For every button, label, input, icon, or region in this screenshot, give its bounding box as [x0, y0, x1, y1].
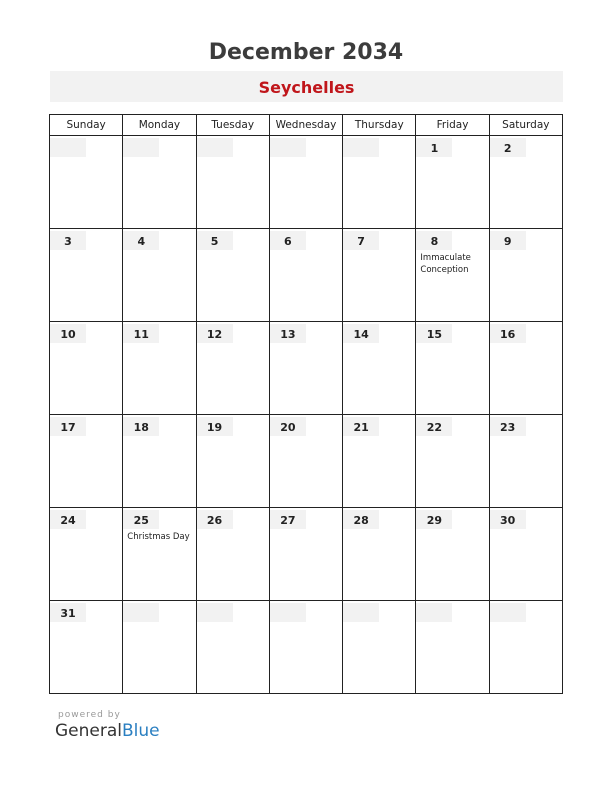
holiday-label: Immaculate Conception [420, 253, 471, 275]
day-cell [343, 601, 416, 694]
day-number: 2 [490, 138, 526, 157]
page-title: December 2034 [208, 40, 404, 65]
day-cell [489, 415, 562, 508]
day-number: 11 [123, 324, 159, 343]
day-number: 4 [123, 231, 159, 250]
day-cell [50, 601, 123, 694]
day-cell [416, 508, 489, 601]
day-cell [489, 322, 562, 415]
day-number: 23 [490, 417, 526, 436]
day-number: 9 [490, 231, 526, 250]
day-number: 31 [50, 603, 86, 622]
country-banner [50, 71, 563, 102]
day-number: 15 [416, 324, 452, 343]
day-cell [123, 136, 196, 229]
day-cell [489, 601, 562, 694]
weekday-header: Monday [123, 115, 196, 136]
day-number [270, 603, 306, 622]
day-number: 14 [343, 324, 379, 343]
country-name: Seychelles [258, 78, 355, 97]
weekday-header: Saturday [489, 115, 562, 136]
day-number [123, 603, 159, 622]
day-cell [343, 322, 416, 415]
day-number: 10 [50, 324, 86, 343]
day-number [270, 138, 306, 157]
day-number: 12 [197, 324, 233, 343]
day-cell [196, 229, 269, 322]
day-cell [50, 415, 123, 508]
day-cell [50, 322, 123, 415]
day-number: 30 [490, 510, 526, 529]
day-cell [269, 601, 342, 694]
day-cell [269, 322, 342, 415]
day-number: 7 [343, 231, 379, 250]
day-number: 16 [490, 324, 526, 343]
week-row [50, 136, 563, 229]
day-number: 18 [123, 417, 159, 436]
day-number: 27 [270, 510, 306, 529]
weekday-header: Tuesday [196, 115, 269, 136]
day-number: 6 [270, 231, 306, 250]
day-cell [269, 508, 342, 601]
weekday-header-row [50, 115, 563, 136]
day-cell [196, 322, 269, 415]
day-cell [50, 229, 123, 322]
calendar-body [50, 136, 563, 694]
day-number [50, 138, 86, 157]
week-row [50, 322, 563, 415]
week-row [50, 601, 563, 694]
weekday-header: Sunday [50, 115, 123, 136]
day-number: 8 [416, 231, 452, 250]
day-cell [269, 229, 342, 322]
day-number: 13 [270, 324, 306, 343]
day-number: 3 [50, 231, 86, 250]
day-cell [416, 322, 489, 415]
day-number: 22 [416, 417, 452, 436]
holiday-label: Christmas Day [127, 532, 190, 542]
day-cell [196, 601, 269, 694]
day-number: 26 [197, 510, 233, 529]
day-cell [196, 415, 269, 508]
day-cell [343, 415, 416, 508]
day-cell [489, 136, 562, 229]
day-number [416, 603, 452, 622]
day-cell [196, 508, 269, 601]
day-cell [123, 322, 196, 415]
day-number: 17 [50, 417, 86, 436]
day-cell [343, 508, 416, 601]
day-number: 5 [197, 231, 233, 250]
day-number [123, 138, 159, 157]
day-number [197, 138, 233, 157]
day-cell [123, 415, 196, 508]
day-number: 1 [416, 138, 452, 157]
day-cell [50, 508, 123, 601]
day-cell [343, 229, 416, 322]
day-cell [123, 601, 196, 694]
day-cell [343, 136, 416, 229]
weekday-header: Friday [416, 115, 489, 136]
day-number [490, 603, 526, 622]
day-number: 24 [50, 510, 86, 529]
day-number: 21 [343, 417, 379, 436]
day-number: 19 [197, 417, 233, 436]
weekday-header: Wednesday [269, 115, 342, 136]
day-number: 29 [416, 510, 452, 529]
day-cell [269, 136, 342, 229]
week-row [50, 229, 563, 322]
day-cell [196, 136, 269, 229]
day-number [197, 603, 233, 622]
week-row [50, 415, 563, 508]
day-number [343, 138, 379, 157]
day-cell [123, 229, 196, 322]
day-cell [416, 136, 489, 229]
day-cell [416, 229, 489, 322]
day-cell [123, 508, 196, 601]
day-number: 20 [270, 417, 306, 436]
day-number: 25 [123, 510, 159, 529]
week-row [50, 508, 563, 601]
brand-name-general: General [55, 721, 122, 741]
day-cell [416, 601, 489, 694]
day-cell [50, 136, 123, 229]
brand-logo [55, 721, 160, 741]
weekday-header: Thursday [343, 115, 416, 136]
day-cell [489, 508, 562, 601]
day-number: 28 [343, 510, 379, 529]
brand-name-blue: Blue [122, 721, 160, 741]
day-number [343, 603, 379, 622]
day-cell [269, 415, 342, 508]
day-cell [489, 229, 562, 322]
day-cell [416, 415, 489, 508]
calendar-grid [49, 114, 563, 694]
powered-by-label: powered by [58, 710, 121, 720]
